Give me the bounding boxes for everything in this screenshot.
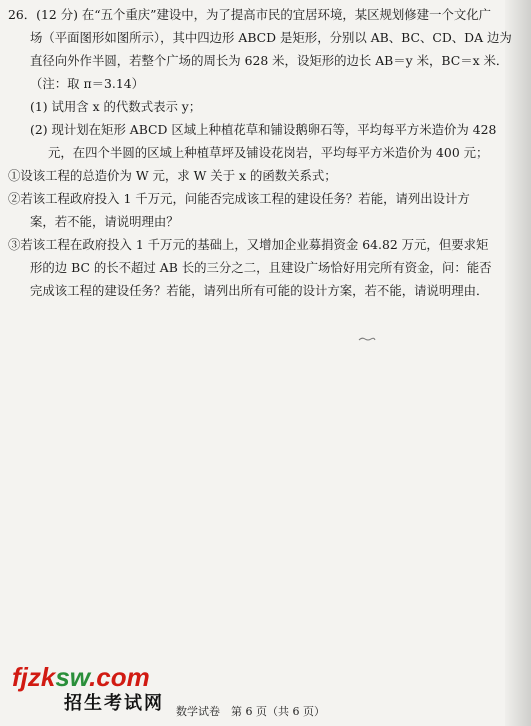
problem-line-5: (1) 试用含 x 的代数式表示 y； <box>30 99 202 114</box>
problem-line-7: 元，在四个半圆的区域上种植草坪及铺设花岗岩，平均每平方米造价为 400 元； <box>48 145 489 160</box>
problem-line-12: 形的边 BC 的长不超过 AB 长的三分之二，且建设广场恰好用完所有资金，问：能否 <box>30 260 492 275</box>
logo-text-domain: .com <box>89 662 150 692</box>
problem-line-2: 场（平面图形如图所示），其中四边形 ABCD 是矩形，分别以 AB、BC、CD、DA 边为 <box>30 30 512 45</box>
problem-line-9: ②若该工程政府投入 1 千万元，问能否完成该工程的建设任务？若能，请列出设计方 <box>8 191 470 206</box>
problem-line-4: （注：取 π＝3.14） <box>30 76 145 91</box>
problem-line-11: ③若该工程在政府投入 1 千万元的基础上，又增加企业募捐资金 64.82 万元，但要求矩 <box>8 237 489 252</box>
problem-line-1: 26．(12 分) 在“五个重庆”建设中，为了提高市民的宜居环境，某区规划修建一个文化广 <box>8 7 492 22</box>
problem-line-10: 案，若不能，请说明理由？ <box>30 214 179 229</box>
page-edge-shadow <box>505 0 531 726</box>
problem-line-13: 完成该工程的建设任务？若能，请列出所有可能的设计方案，若不能，请说明理由． <box>30 283 489 298</box>
logo-text-red: fjzk <box>12 662 56 692</box>
problem-line-6: (2) 现计划在矩形 ABCD 区域上种植花草和铺设鹅卵石等，平均每平方米造价为 428 <box>30 122 497 137</box>
site-logo <box>12 662 164 720</box>
pencil-mark-icon <box>358 336 376 342</box>
page-footer: 数学试卷 第 6 页（共 6 页） <box>176 705 325 718</box>
logo-wordmark <box>12 662 150 692</box>
problem-line-8: ①设该工程的总造价为 W 元，求 W 关于 x 的函数关系式； <box>8 168 337 183</box>
problem-line-3: 直径向外作半圆，若整个广场的周长为 628 米，设矩形的边长 AB＝y 米，BC＝x 米． <box>30 53 509 68</box>
logo-text-green: sw <box>55 662 90 692</box>
logo-subtitle: 招生考试网 <box>64 693 164 714</box>
question-26 <box>8 3 512 302</box>
